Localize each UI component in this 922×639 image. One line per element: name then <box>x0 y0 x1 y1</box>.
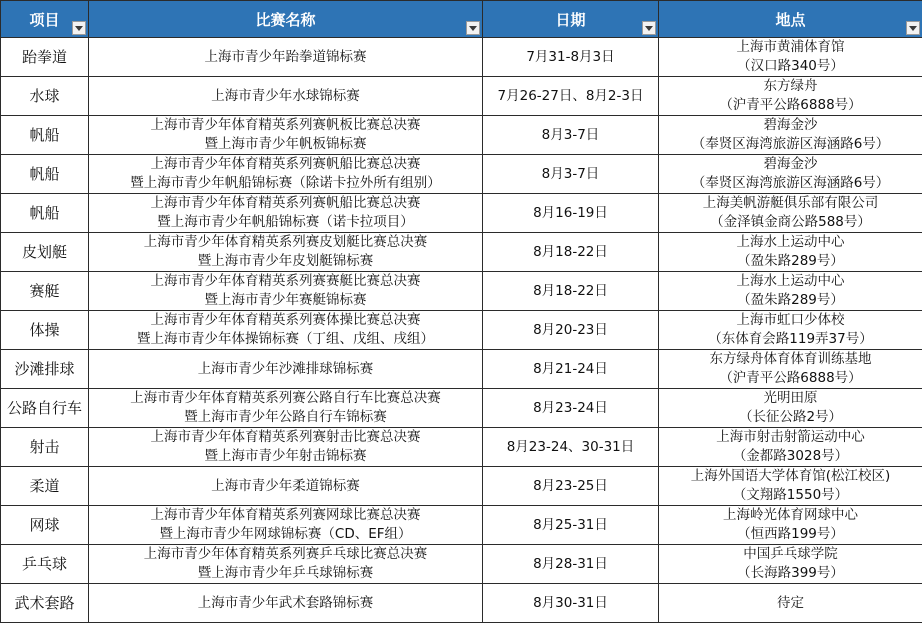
date-cell[interactable]: 7月26-27日、8月2-3日 <box>483 77 659 116</box>
venue-cell[interactable]: 东方绿舟体育体育训练基地 （沪青平公路6888号） <box>659 350 922 389</box>
table-row <box>1 584 922 623</box>
venue-cell[interactable]: 东方绿舟 （沪青平公路6888号） <box>659 77 922 116</box>
header-venue-label: 地点 <box>775 10 806 29</box>
table-body <box>1 38 922 623</box>
header-date-label: 日期 <box>555 10 586 29</box>
filter-dropdown-icon[interactable] <box>642 21 656 35</box>
date-cell[interactable]: 8月23-24日 <box>483 389 659 428</box>
sport-cell[interactable]: 网球 <box>1 506 89 545</box>
venue-cell[interactable]: 上海市射击射箭运动中心 （金都路3028号） <box>659 428 922 467</box>
filter-dropdown-icon[interactable] <box>906 21 920 35</box>
filter-dropdown-icon[interactable] <box>72 21 86 35</box>
venue-cell[interactable]: 光明田原 （长征公路2号） <box>659 389 922 428</box>
sport-cell[interactable]: 帆船 <box>1 116 89 155</box>
table-row <box>1 38 922 77</box>
sport-cell[interactable]: 乒乓球 <box>1 545 89 584</box>
venue-cell[interactable]: 碧海金沙 （奉贤区海湾旅游区海涵路6号） <box>659 155 922 194</box>
name-cell[interactable]: 上海市青少年体育精英系列赛帆板比赛总决赛 暨上海市青少年帆板锦标赛 <box>89 116 483 155</box>
sport-cell[interactable]: 沙滩排球 <box>1 350 89 389</box>
name-cell[interactable]: 上海市青少年体育精英系列赛皮划艇比赛总决赛 暨上海市青少年皮划艇锦标赛 <box>89 233 483 272</box>
sport-cell[interactable]: 水球 <box>1 77 89 116</box>
table-row <box>1 545 922 584</box>
table-row <box>1 233 922 272</box>
date-cell[interactable]: 8月30-31日 <box>483 584 659 623</box>
table-row <box>1 194 922 233</box>
date-cell[interactable]: 8月23-25日 <box>483 467 659 506</box>
date-cell[interactable]: 7月31-8月3日 <box>483 38 659 77</box>
venue-cell[interactable]: 上海美帆游艇俱乐部有限公司 （金泽镇金商公路588号） <box>659 194 922 233</box>
date-cell[interactable]: 8月18-22日 <box>483 233 659 272</box>
venue-cell[interactable]: 上海外国语大学体育馆(松江校区) （文翔路1550号） <box>659 467 922 506</box>
name-cell[interactable]: 上海市青少年武术套路锦标赛 <box>89 584 483 623</box>
table-row <box>1 506 922 545</box>
table-row <box>1 467 922 506</box>
table-header <box>1 1 922 38</box>
date-cell[interactable]: 8月3-7日 <box>483 116 659 155</box>
venue-cell[interactable]: 上海市虹口少体校 （东体育会路119弄37号） <box>659 311 922 350</box>
name-cell[interactable]: 上海市青少年体育精英系列赛赛艇比赛总决赛 暨上海市青少年赛艇锦标赛 <box>89 272 483 311</box>
name-cell[interactable]: 上海市青少年体育精英系列赛乒乓球比赛总决赛 暨上海市青少年乒乓球锦标赛 <box>89 545 483 584</box>
date-cell[interactable]: 8月16-19日 <box>483 194 659 233</box>
header-venue <box>659 1 922 38</box>
table-row <box>1 77 922 116</box>
name-cell[interactable]: 上海市青少年体育精英系列赛公路自行车比赛总决赛 暨上海市青少年公路自行车锦标赛 <box>89 389 483 428</box>
date-cell[interactable]: 8月23-24、30-31日 <box>483 428 659 467</box>
name-cell[interactable]: 上海市青少年体育精英系列赛帆船比赛总决赛 暨上海市青少年帆船锦标赛（诺卡拉项目） <box>89 194 483 233</box>
name-cell[interactable]: 上海市青少年体育精英系列赛网球比赛总决赛 暨上海市青少年网球锦标赛（CD、EF组） <box>89 506 483 545</box>
date-cell[interactable]: 8月25-31日 <box>483 506 659 545</box>
header-date <box>483 1 659 38</box>
header-row <box>1 1 922 38</box>
date-cell[interactable]: 8月28-31日 <box>483 545 659 584</box>
name-cell[interactable]: 上海市青少年体育精英系列赛帆船比赛总决赛 暨上海市青少年帆船锦标赛（除诺卡拉外所有组别） <box>89 155 483 194</box>
name-cell[interactable]: 上海市青少年水球锦标赛 <box>89 77 483 116</box>
name-cell[interactable]: 上海市青少年体育精英系列赛射击比赛总决赛 暨上海市青少年射击锦标赛 <box>89 428 483 467</box>
header-name <box>89 1 483 38</box>
venue-cell[interactable]: 中国乒乓球学院 （长海路399号） <box>659 545 922 584</box>
date-cell[interactable]: 8月18-22日 <box>483 272 659 311</box>
table-row <box>1 350 922 389</box>
table-row <box>1 428 922 467</box>
sport-cell[interactable]: 柔道 <box>1 467 89 506</box>
table-row <box>1 116 922 155</box>
venue-cell[interactable]: 碧海金沙 （奉贤区海湾旅游区海涵路6号） <box>659 116 922 155</box>
venue-cell[interactable]: 待定 <box>659 584 922 623</box>
sport-cell[interactable]: 射击 <box>1 428 89 467</box>
sport-cell[interactable]: 帆船 <box>1 194 89 233</box>
date-cell[interactable]: 8月20-23日 <box>483 311 659 350</box>
header-sport-label: 项目 <box>29 10 60 29</box>
venue-cell[interactable]: 上海水上运动中心 （盈朱路289号） <box>659 272 922 311</box>
sport-cell[interactable]: 武术套路 <box>1 584 89 623</box>
filter-dropdown-icon[interactable] <box>466 21 480 35</box>
header-name-label: 比赛名称 <box>255 10 316 29</box>
name-cell[interactable]: 上海市青少年体育精英系列赛体操比赛总决赛 暨上海市青少年体操锦标赛（丁组、戊组、戌组） <box>89 311 483 350</box>
sport-cell[interactable]: 帆船 <box>1 155 89 194</box>
name-cell[interactable]: 上海市青少年沙滩排球锦标赛 <box>89 350 483 389</box>
table-row <box>1 389 922 428</box>
sport-cell[interactable]: 公路自行车 <box>1 389 89 428</box>
header-sport <box>1 1 89 38</box>
sport-cell[interactable]: 跆拳道 <box>1 38 89 77</box>
sport-cell[interactable]: 皮划艇 <box>1 233 89 272</box>
venue-cell[interactable]: 上海水上运动中心 （盈朱路289号） <box>659 233 922 272</box>
date-cell[interactable]: 8月21-24日 <box>483 350 659 389</box>
venue-cell[interactable]: 上海市黄浦体育馆 （汉口路340号） <box>659 38 922 77</box>
sport-cell[interactable]: 赛艇 <box>1 272 89 311</box>
table-row <box>1 272 922 311</box>
sport-cell[interactable]: 体操 <box>1 311 89 350</box>
name-cell[interactable]: 上海市青少年跆拳道锦标赛 <box>89 38 483 77</box>
name-cell[interactable]: 上海市青少年柔道锦标赛 <box>89 467 483 506</box>
table-row <box>1 311 922 350</box>
table-row <box>1 155 922 194</box>
venue-cell[interactable]: 上海岭光体育网球中心 （恒西路199号） <box>659 506 922 545</box>
date-cell[interactable]: 8月3-7日 <box>483 155 659 194</box>
